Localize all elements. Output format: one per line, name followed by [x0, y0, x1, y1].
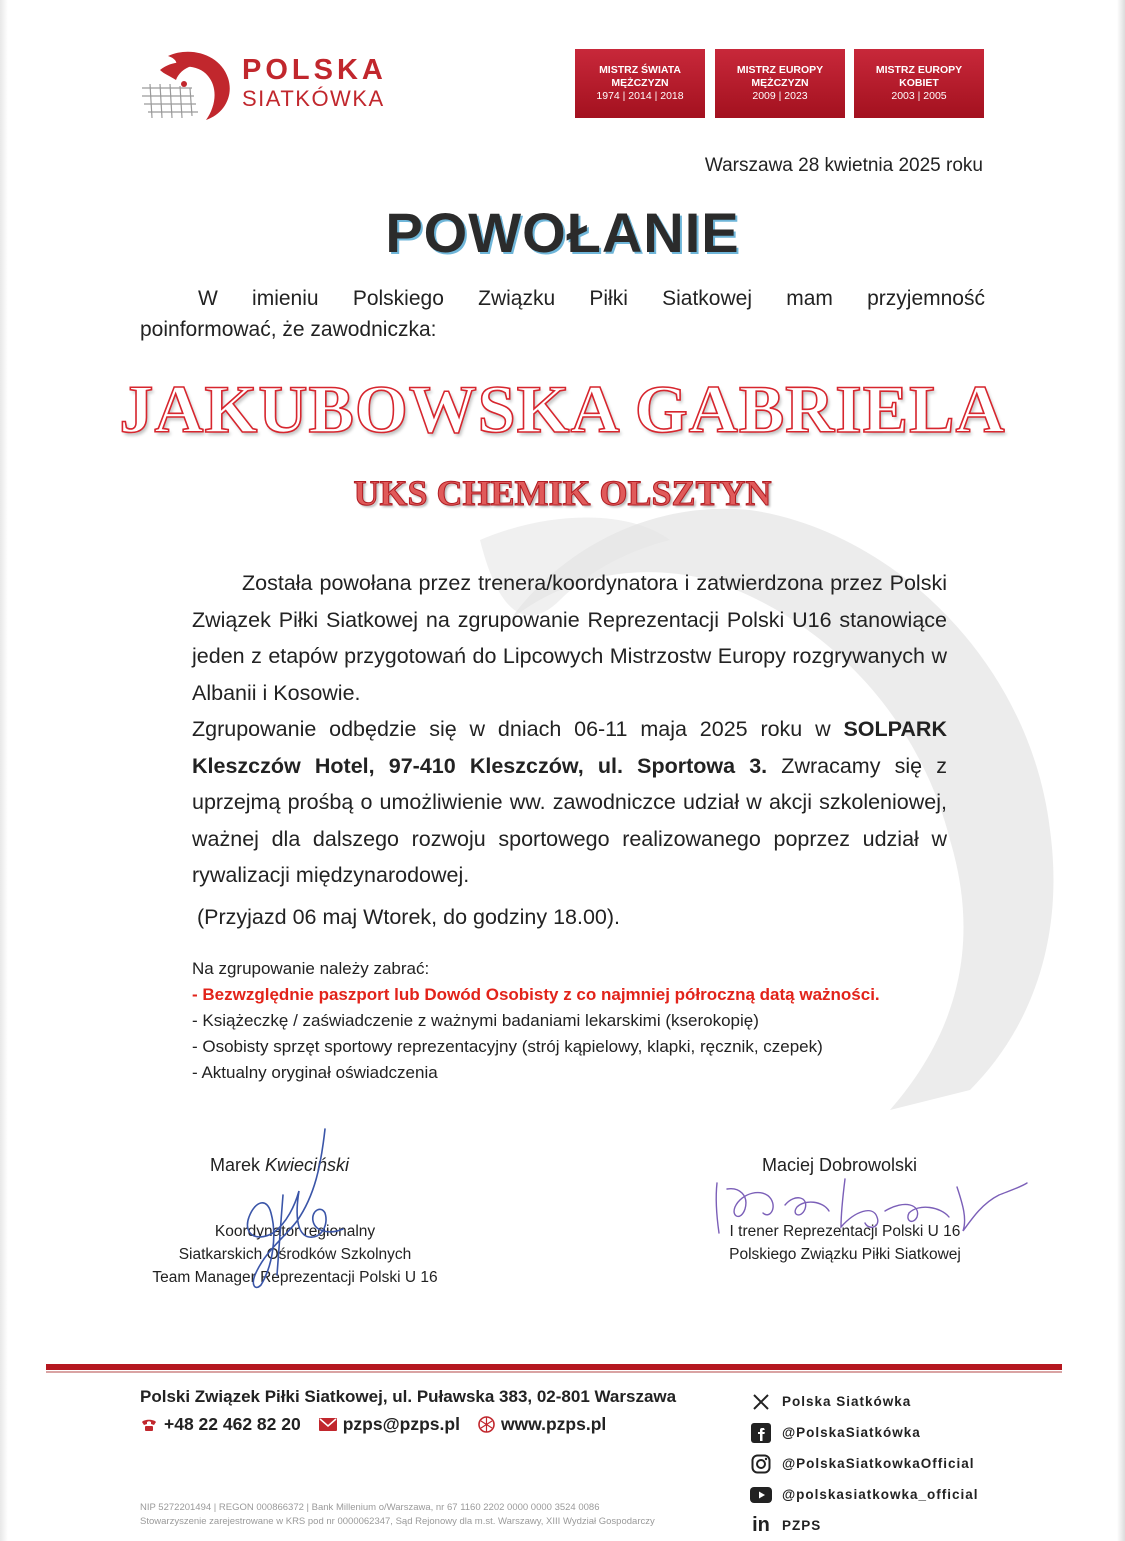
role-line: Polskiego Związku Piłki Siatkowej	[729, 1246, 961, 1263]
list-item: - Książeczkę / zaświadczenie z ważnymi badaniami lekarskimi (kserokopię)	[192, 1011, 759, 1030]
badge-years: 2003 | 2005	[891, 90, 947, 102]
footer-divider	[46, 1364, 1062, 1370]
footer-divider-shadow	[46, 1371, 1062, 1373]
badge-european-champion-women	[854, 49, 984, 118]
social-item-x[interactable]	[750, 1386, 1010, 1417]
badge-line: MISTRZ EUROPY	[875, 64, 963, 76]
footer-address: Polski Związek Piłki Siatkowej, ul. Puławska 383, 02-801 Warszawa	[140, 1387, 677, 1406]
envelope-icon	[319, 1418, 337, 1431]
badge-line: MISTRZ EUROPY	[736, 64, 824, 76]
x-icon	[750, 1391, 772, 1413]
phone-icon	[140, 1418, 158, 1432]
document-title: POWOŁANIE	[385, 201, 740, 264]
right-signatory-name: Maciej Dobrowolski	[762, 1155, 918, 1175]
player-name: JAKUBOWSKA GABRIELA	[119, 371, 1006, 447]
legal-line: Stowarzyszenie zarejestrowane w KRS pod nr 0000062347, Sąd Rejonowy dla m.st. Warszawy, XIII Wydział Gospodarczy	[140, 1516, 655, 1527]
para2-start: Zgrupowanie odbędzie się w dniach 06-11 maja 2025 roku w	[192, 717, 844, 741]
list-item: - Aktualny oryginał oświadczenia	[192, 1063, 438, 1082]
footer-legal	[140, 1501, 740, 1529]
badge-line: MĘŻCZYZN	[611, 77, 669, 89]
list-item	[192, 982, 992, 1008]
social-label: Polska Siatkówka	[782, 1394, 912, 1409]
youtube-icon	[750, 1484, 772, 1506]
name-last: Kwieciński	[265, 1155, 350, 1175]
body-paragraph-2	[192, 711, 947, 894]
social-label: @PolskaSiatkowkaOfficial	[782, 1456, 975, 1471]
legal-line: NIP 5272201494 | REGON 000866372 | Bank Millenium o/Warszawa, nr 67 1160 2202 0000 0000 3524 0086	[140, 1502, 600, 1513]
name-first: Marek	[210, 1155, 266, 1175]
social-item-facebook[interactable]	[750, 1417, 1010, 1448]
website-link[interactable]: www.pzps.pl	[500, 1414, 607, 1434]
phone-number[interactable]: +48 22 462 82 20	[164, 1414, 301, 1434]
social-item-linkedin[interactable]	[750, 1510, 1010, 1541]
intro-line-1: W imieniu Polskiego Związku Piłki Siatkowej mam przyjemność	[198, 287, 985, 310]
instagram-icon	[750, 1453, 772, 1475]
right-handwritten-signature	[705, 1165, 1035, 1245]
list-item: - Osobisty sprzęt sportowy reprezentacyjny (strój kąpielowy, klapki, ręcznik, czepek)	[192, 1037, 823, 1056]
role-line: Koordynator regionalny	[214, 1223, 376, 1240]
eagle-volleyball-icon	[140, 48, 240, 126]
badge-line: KOBIET	[899, 77, 939, 89]
badge-years: 1974 | 2014 | 2018	[596, 90, 684, 102]
club-name: UKS CHEMIK OLSZTYN	[353, 473, 772, 513]
social-item-youtube[interactable]	[750, 1479, 1010, 1510]
pzps-logo	[140, 48, 410, 126]
logo-line-siatkowka: SIATKÓWKA	[242, 86, 385, 111]
role-line: I trener Reprezentacji Polski U 16	[729, 1223, 961, 1240]
list-item-text: Bezwzględnie paszport lub Dowód Osobisty z co najmniej półroczną datą ważności.	[202, 985, 880, 1004]
email-link[interactable]: pzps@pzps.pl	[342, 1414, 460, 1434]
badge-years: 2009 | 2023	[752, 90, 808, 102]
intro-line-2: poinformować, że zawodniczka:	[140, 318, 437, 341]
logo-line-polska: POLSKA	[242, 54, 387, 86]
letter-body	[192, 565, 947, 894]
badge-line: MĘŻCZYZN	[751, 77, 809, 89]
footer-contacts	[140, 1414, 606, 1435]
intro-paragraph	[140, 283, 985, 345]
role-line: Siatkarskich Ośrodków Szkolnych	[178, 1246, 412, 1263]
linkedin-icon: in	[752, 1514, 770, 1536]
social-label: @polskasiatkowka_official	[782, 1487, 979, 1502]
venue-address: SOLPARK Kleszczów Hotel, 97-410 Kleszczów, ul. Sportowa 3.	[192, 717, 947, 778]
social-label: PZPS	[782, 1518, 822, 1533]
para2-end: Zwracamy się z uprzejmą prośbą o umożliwienie ww. zawodniczce udział w akcji szkoleniowej, ważnej dla dalszego rozwoju sportowego realizowanego poprzez udział w rywalizacji międzynarodowej.	[192, 753, 947, 887]
social-links	[750, 1386, 1010, 1541]
arrival-note: (Przyjazd 06 maj Wtorek, do godziny 18.00).	[197, 905, 621, 929]
facebook-icon	[750, 1422, 772, 1444]
list-dash: -	[192, 985, 203, 1004]
social-item-instagram[interactable]	[750, 1448, 1010, 1479]
role-line: Team Manager Reprezentacji Polski U 16	[152, 1269, 438, 1286]
badge-world-champion-men	[575, 49, 705, 118]
badge-line: MISTRZ ŚWIATA	[599, 64, 681, 76]
bring-list	[192, 956, 992, 1086]
body-paragraph-1: Została powołana przez trenera/koordynatora i zatwierdzona przez Polski Związek Piłki Siatkowej na zgrupowanie Reprezentacji Polski U16 stanowiące jeden z etapów przygotowań do Lipcowych Mistrzostw Europy rozgrywanych w Albanii i Kosowie.	[192, 571, 947, 705]
letter-date: Warszawa 28 kwietnia 2025 roku	[704, 155, 983, 176]
left-handwritten-signature	[225, 1125, 365, 1295]
badge-european-champion-men	[715, 49, 845, 118]
globe-icon	[478, 1416, 495, 1433]
bring-heading: Na zgrupowanie należy zabrać:	[192, 959, 430, 978]
social-label: @PolskaSiatkówka	[782, 1425, 921, 1440]
